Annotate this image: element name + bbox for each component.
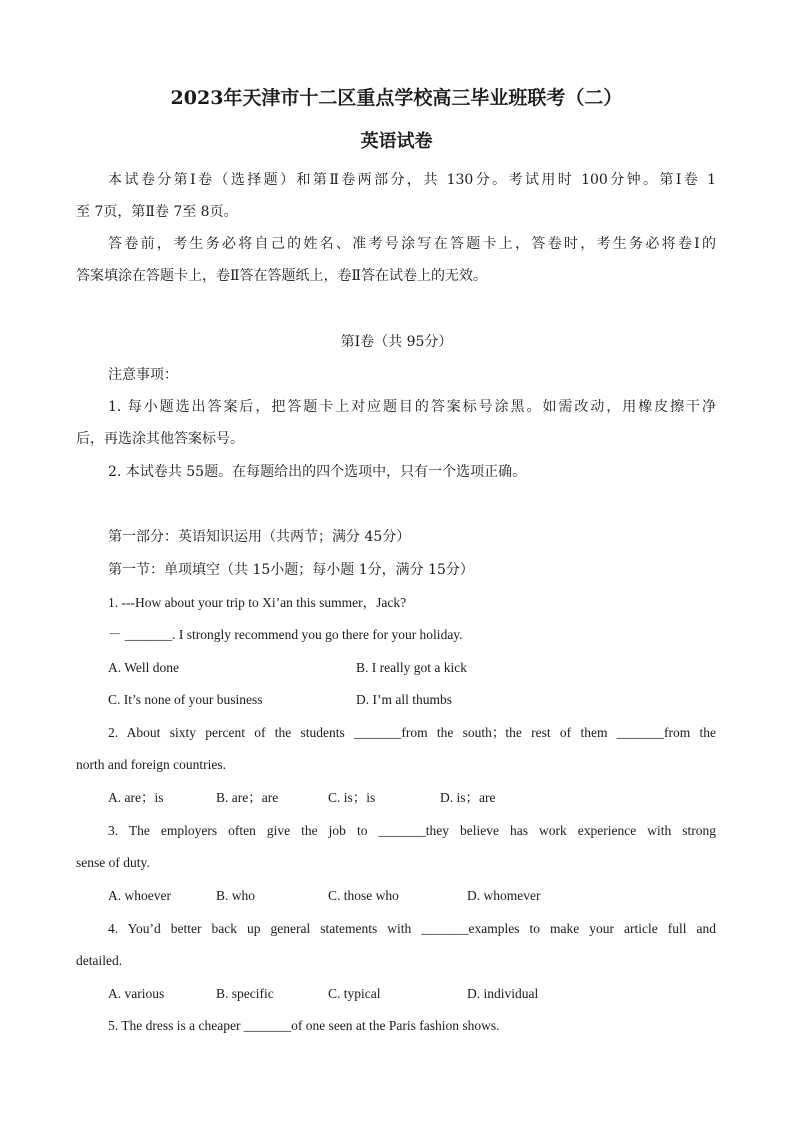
question-1-option-d: D. I’m all thumbs: [356, 692, 452, 707]
question-3-option-c: C. those who: [328, 888, 399, 903]
question-1-option-b: B. I really got a kick: [356, 660, 467, 675]
question-3-stem: 3. The employers often give the job to _______they believe has work experience with strong: [108, 823, 716, 838]
exam-subtitle: 英语试卷: [360, 131, 433, 152]
part-heading: 第一部分：英语知识运用（共两节；满分 45分）: [108, 529, 411, 545]
question-3-option-a: A. whoever: [108, 888, 171, 903]
note-1-line-1: 1. 每小题选出答案后，把答题卡上对应题目的答案标号涂黑。如需改动，用橡皮擦干净: [108, 399, 716, 415]
question-4-option-b: B. specific: [216, 986, 274, 1001]
question-1-option-a: A. Well done: [108, 660, 180, 675]
question-1-stem: 1. ---How about your trip to Xi’an this summer，Jack?: [108, 595, 407, 610]
question-3-option-d: D. whomever: [467, 888, 541, 903]
question-2-stem-continued: north and foreign countries.: [76, 757, 226, 772]
intro-paragraph-2-line-2: 答案填涂在答题卡上，卷Ⅱ答在答题纸上，卷Ⅱ答在试卷上的无效。: [76, 268, 488, 284]
question-2-option-a: A. are；is: [108, 790, 164, 805]
question-1-dialogue: － _______. I strongly recommend you go there for your holiday.: [108, 627, 463, 642]
question-2-option-c: C. is；is: [328, 790, 376, 805]
intro-paragraph-1-line-2: 至 7页，第Ⅱ卷 7至 8页。: [76, 204, 238, 220]
question-3-stem-continued: sense of duty.: [76, 855, 150, 870]
intro-paragraph-2-line-1: 答卷前，考生务必将自己的姓名、准考号涂写在答题卡上，答卷时，考生务必将卷Ⅰ的: [108, 236, 716, 252]
intro-paragraph-1-line-1: 本试卷分第Ⅰ卷（选择题）和第Ⅱ卷两部分，共 130分。考试用时 100分钟。第Ⅰ卷 1: [108, 172, 716, 188]
question-4-option-a: A. various: [108, 986, 165, 1001]
question-1-option-c: C. It’s none of your business: [108, 692, 263, 707]
question-3-option-b: B. who: [216, 888, 256, 903]
question-2-option-b: B. are；are: [216, 790, 279, 805]
note-1-line-2: 后，再选涂其他答案标号。: [76, 431, 244, 447]
exam-title: 2023年天津市十二区重点学校高三毕业班联考（二）: [170, 87, 623, 109]
question-4-stem: 4. You’d better back up general statements with _______examples to make your article full and: [108, 921, 716, 936]
question-4-stem-continued: detailed.: [76, 953, 123, 968]
question-2-option-d: D. is；are: [440, 790, 496, 805]
note-2: 2. 本试卷共 55题。在每题给出的四个选项中，只有一个选项正确。: [108, 464, 527, 480]
question-5-stem: 5. The dress is a cheaper _______of one seen at the Paris fashion shows.: [108, 1018, 500, 1033]
section-heading: 第Ⅰ卷（共 95分）: [340, 334, 453, 350]
notes-title: 注意事项：: [108, 367, 178, 383]
part-subheading: 第一节：单项填空（共 15小题；每小题 1分，满分 15分）: [108, 562, 474, 578]
question-4-option-c: C. typical: [328, 986, 381, 1001]
question-4-option-d: D. individual: [467, 986, 539, 1001]
question-2-stem: 2. About sixty percent of the students _______from the south；the rest of them _______from the: [108, 725, 716, 740]
